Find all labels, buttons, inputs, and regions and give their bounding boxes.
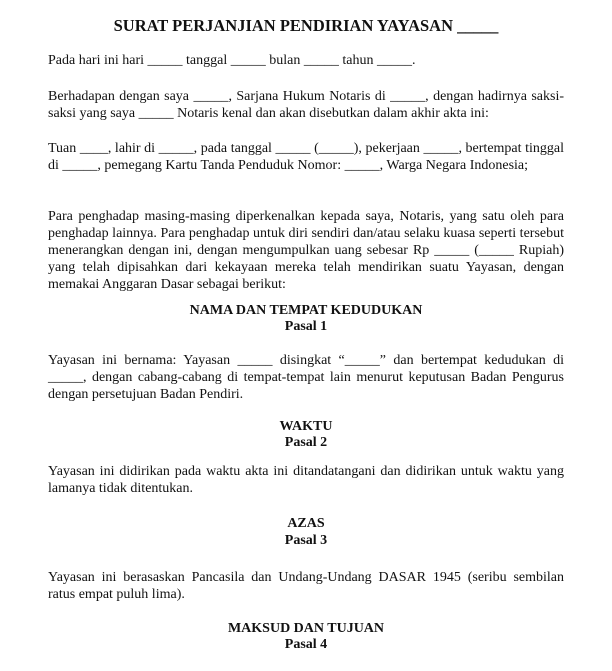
article-number: Pasal 1	[284, 319, 328, 334]
section-heading: AZAS	[287, 516, 325, 531]
opening-paragraph: Pada hari ini hari _____ tanggal _____ bulan _____ tahun _____.	[48, 53, 416, 68]
section-heading: MAKSUD DAN TUJUAN	[227, 621, 385, 636]
article-text: Yayasan ini bernama: Yayasan _____ disingkat “_____” dan bertempat kedudukan di _____, dengan cabang-cabang di tempat-tempat lain menurut keputusan Badan Pengurus dengan persetujuan Badan Pendiri.	[48, 353, 564, 402]
section-heading: NAMA DAN TEMPAT KEDUDUKAN	[189, 303, 423, 318]
founding-paragraph: Para penghadap masing-masing diperkenalkan kepada saya, Notaris, yang satu oleh para penghadap lainnya. Para penghadap untuk diri sendiri dan/atau selaku kuasa seperti tersebut menerangkan dengan ini, dengan mengumpulkan uang sebesar Rp _____ (_____ Rupiah) yang telah dipisahkan dari kekayaan mereka telah mendirikan suatu Yayasan, dengan memakai Anggaran Dasar sebagai berikut:	[48, 209, 564, 292]
article-number: Pasal 3	[284, 533, 328, 548]
article-number: Pasal 2	[284, 435, 328, 450]
article-number: Pasal 4	[284, 637, 328, 652]
party-paragraph: Tuan ____, lahir di _____, pada tanggal _____ (_____), pekerjaan _____, bertempat tinggal di _____, pemegang Kartu Tanda Penduduk Nomor: _____, Warga Negara Indonesia;	[48, 141, 564, 173]
section-heading: WAKTU	[279, 419, 333, 434]
document-title: SURAT PERJANJIAN PENDIRIAN YAYASAN _____	[113, 16, 499, 35]
article-text: Yayasan ini didirikan pada waktu akta ini ditandatangani dan didirikan untuk waktu yang lamanya tidak ditentukan.	[48, 464, 564, 496]
appearing-paragraph: Berhadapan dengan saya _____, Sarjana Hukum Notaris di _____, dengan hadirnya saksi-saksi yang saya _____ Notaris kenal dan akan disebutkan dalam akhir akta ini:	[48, 89, 564, 121]
article-text: Yayasan ini berasaskan Pancasila dan Undang-Undang DASAR 1945 (seribu sembilan ratus empat puluh lima).	[48, 570, 564, 602]
